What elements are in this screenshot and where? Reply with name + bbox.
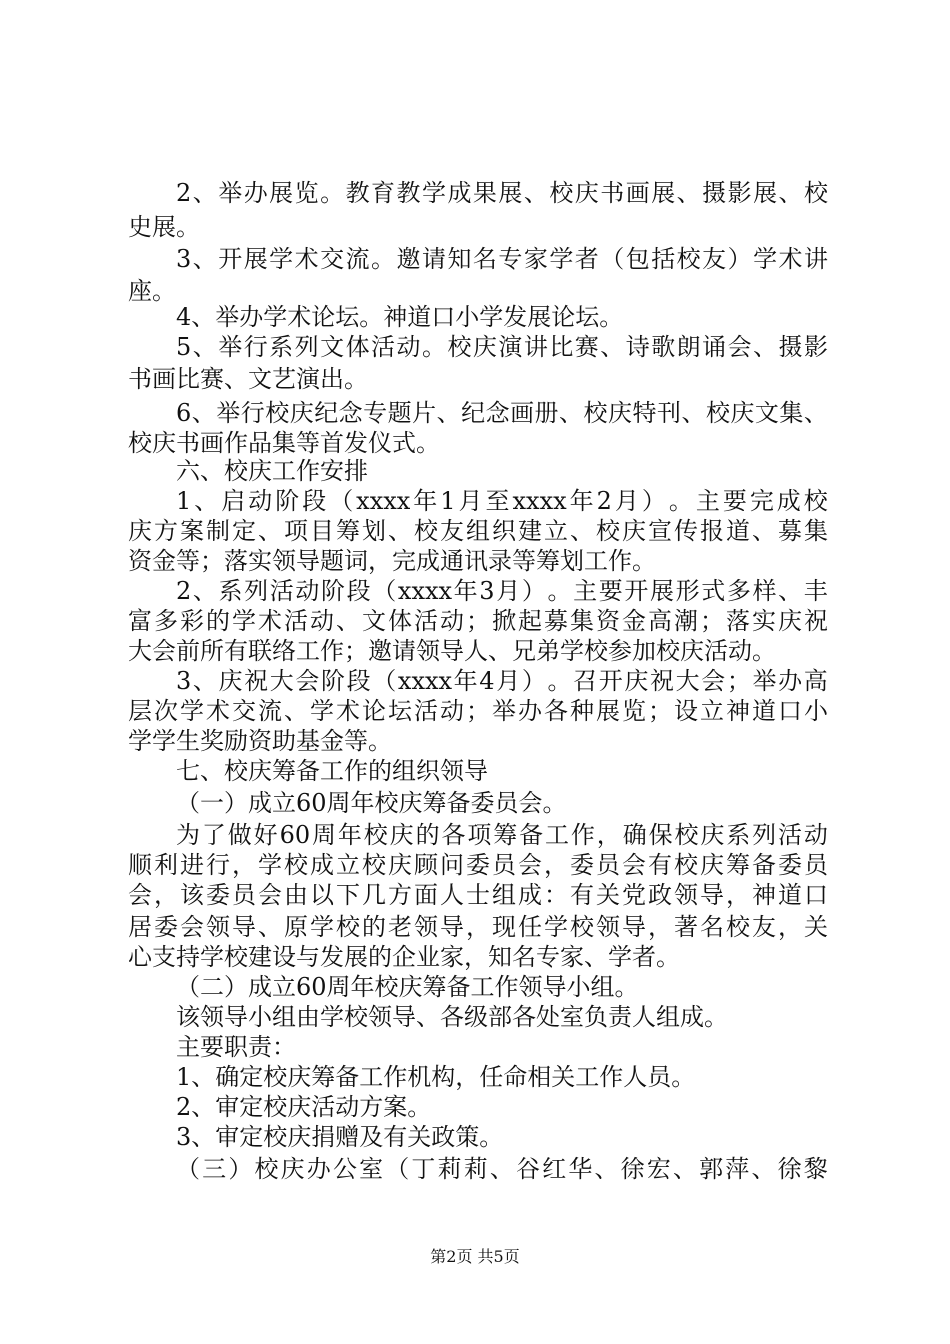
text-line: （ 三 ） 校 庆 办 公 室 （ 丁 莉 莉 、 谷 红 华 、 徐 宏 、 郭 萍 、 徐 黎 [176, 1155, 828, 1183]
text-line: 层 次 学 术 交 流 、 学 术 论 坛 活 动 ； 举 办 各 种 展 览 ； 设 立 神 道 口 小 [128, 697, 828, 725]
text-line: 3、审定校庆捐赠及有关政策。 [176, 1123, 504, 1151]
text-line: 学学生奖励资助基金等。 [128, 727, 392, 755]
text-line: 顺 利 进 行 ， 学 校 成 立 校 庆 顾 问 委 员 会 ， 委 员 会 有 校 庆 筹 备 委 员 [128, 851, 828, 879]
text-line: 校庆书画作品集等首发仪式。 [128, 429, 440, 457]
text-line: 2、审定校庆活动方案。 [176, 1093, 432, 1121]
text-line: 六、校庆工作安排 [176, 457, 368, 485]
text-line: （一）成立60周年校庆筹备委员会。 [176, 789, 567, 817]
text-line: 1、确定校庆筹备工作机构，任命相关工作人员。 [176, 1063, 696, 1091]
text-line: 3 、 庆 祝 大 会 阶 段 （ xxxx 年 4 月 ） 。 召 开 庆 祝 大 会 ； 举 办 高 [176, 667, 828, 695]
text-line: 该领导小组由学校领导、各级部各处室负责人组成。 [176, 1003, 728, 1031]
text-line: 会 ， 该 委 员 会 由 以 下 几 方 面 人 士 组 成 ： 有 关 党 政 领 导 ， 神 道 口 [128, 881, 828, 909]
text-line: 富 多 彩 的 学 术 活 动 、 文 体 活 动 ； 掀 起 募 集 资 金 高 潮 ； 落 实 庆 祝 [128, 607, 828, 635]
page-footer: 第2页 共5页 [430, 1247, 520, 1266]
text-line: （二）成立60周年校庆筹备工作领导小组。 [176, 973, 639, 1001]
text-line: 2 、 举 办 展 览 。 教 育 教 学 成 果 展 、 校 庆 书 画 展 、 摄 影 展 、 校 [176, 179, 828, 207]
text-line: 大会前所有联络工作；邀请领导人、兄弟学校参加校庆活动。 [128, 637, 776, 665]
text-line: 主要职责： [176, 1033, 296, 1061]
text-line: 4、举办学术论坛。神道口小学发展论坛。 [176, 303, 624, 331]
text-line: 七、校庆筹备工作的组织领导 [176, 757, 488, 785]
text-line: 心支持学校建设与发展的企业家，知名专家、学者。 [128, 943, 680, 971]
text-line: 居 委 会 领 导 、 原 学 校 的 老 领 导 ， 现 任 学 校 领 导 ， 著 名 校 友 ， 关 [128, 913, 828, 941]
text-line: 书画比赛、文艺演出。 [128, 365, 368, 393]
text-line: 1 、 启 动 阶 段 （ xxxx 年 1 月 至 xxxx 年 2 月 ） 。 主 要 完 成 校 [176, 487, 828, 515]
text-line: 6 、 举 行 校 庆 纪 念 专 题 片 、 纪 念 画 册 、 校 庆 特 刊 、 校 庆 文 集 、 [176, 399, 828, 427]
text-line: 庆 方 案 制 定 、 项 目 筹 划 、 校 友 组 织 建 立 、 校 庆 宣 传 报 道 、 募 集 [128, 517, 828, 545]
text-line: 资金等；落实领导题词，完成通讯录等筹划工作。 [128, 547, 656, 575]
text-line: 3 、 开 展 学 术 交 流 。 邀 请 知 名 专 家 学 者 （ 包 括 校 友 ） 学 术 讲 [176, 245, 828, 273]
text-line: 2 、 系 列 活 动 阶 段 （ xxxx 年 3 月 ） 。 主 要 开 展 形 式 多 样 、 丰 [176, 577, 828, 605]
text-line: 为 了 做 好 60 周 年 校 庆 的 各 项 筹 备 工 作 ， 确 保 校 庆 系 列 活 动 [176, 821, 828, 849]
text-line: 座。 [128, 277, 176, 305]
text-line: 5 、 举 行 系 列 文 体 活 动 。 校 庆 演 讲 比 赛 、 诗 歌 朗 诵 会 、 摄 影 [176, 333, 828, 361]
text-line: 史展。 [128, 213, 200, 241]
